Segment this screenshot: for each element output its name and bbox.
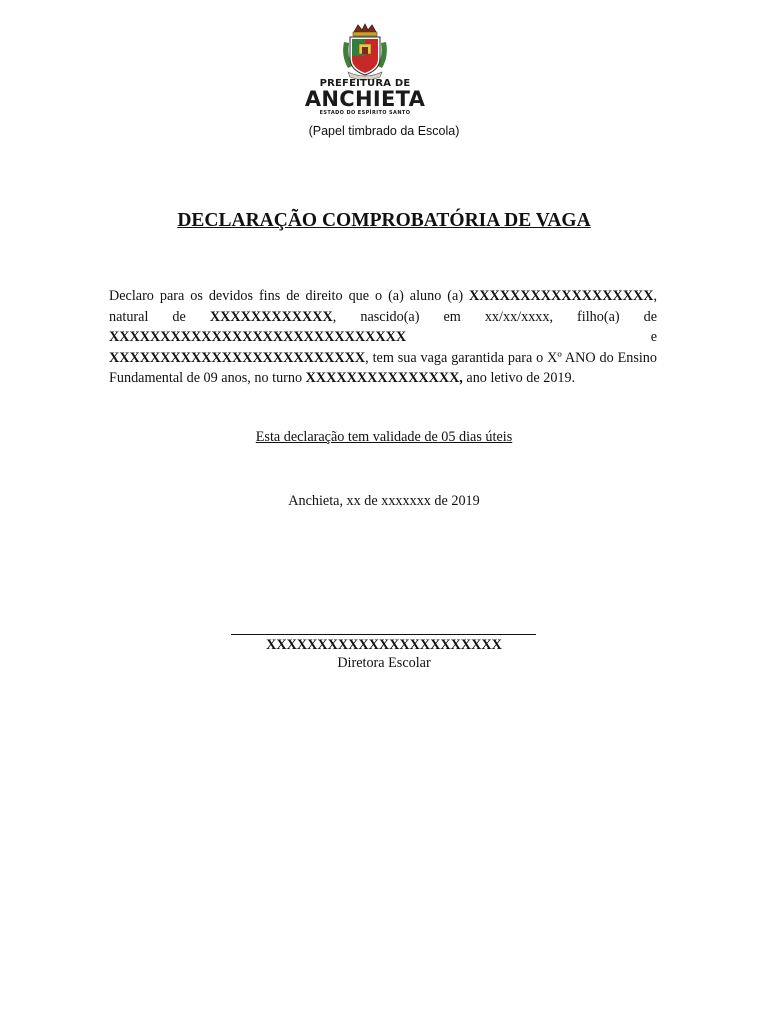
declaration-body (109, 286, 657, 389)
signatory-role: Diretora Escolar (337, 655, 431, 671)
student-name-placeholder: XXXXXXXXXXXXXXXXXX (469, 288, 654, 304)
parent1-placeholder: XXXXXXXXXXXXXXXXXXXXXXXXXXXXX (109, 329, 407, 346)
body-text-1: Declaro para os devidos fins de direito que o (a) aluno (a) (109, 288, 470, 304)
brand-state: ESTADO DO ESPÍRITO SANTO (319, 110, 411, 116)
signature-line (231, 634, 536, 635)
document-title: DECLARAÇÃO COMPROBATÓRIA DE VAGA (177, 210, 591, 231)
body-text-5: , tem sua vaga garantida para o Xº ANO do Ensino Fundamental de 09 anos, no turno (109, 349, 657, 387)
body-text-4: e (406, 329, 657, 346)
prefeitura-logo (290, 20, 440, 118)
letterhead-note: (Papel timbrado da Escola) (308, 124, 460, 138)
parent2-placeholder: XXXXXXXXXXXXXXXXXXXXXXXXX (109, 349, 366, 366)
brand-name: ANCHIETA (304, 87, 426, 111)
place-date: Anchieta, xx de xxxxxxx de 2019 (288, 493, 480, 509)
validity-notice: Esta declaração tem validade de 05 dias úteis (255, 429, 513, 445)
body-text-3: , nascido(a) em xx/xx/xxxx, filho(a) de (332, 308, 658, 325)
brand-top-text: PREFEITURA DE (319, 78, 411, 89)
birthplace-placeholder: XXXXXXXXXXXX (209, 308, 333, 325)
shift-placeholder: XXXXXXXXXXXXXXX, (305, 370, 463, 387)
body-text-6: ano letivo de 2019. (462, 370, 576, 387)
body-text-2: , natural de (109, 288, 657, 325)
coat-of-arms-icon (340, 22, 390, 80)
signatory-name: XXXXXXXXXXXXXXXXXXXXXXX (266, 637, 502, 653)
